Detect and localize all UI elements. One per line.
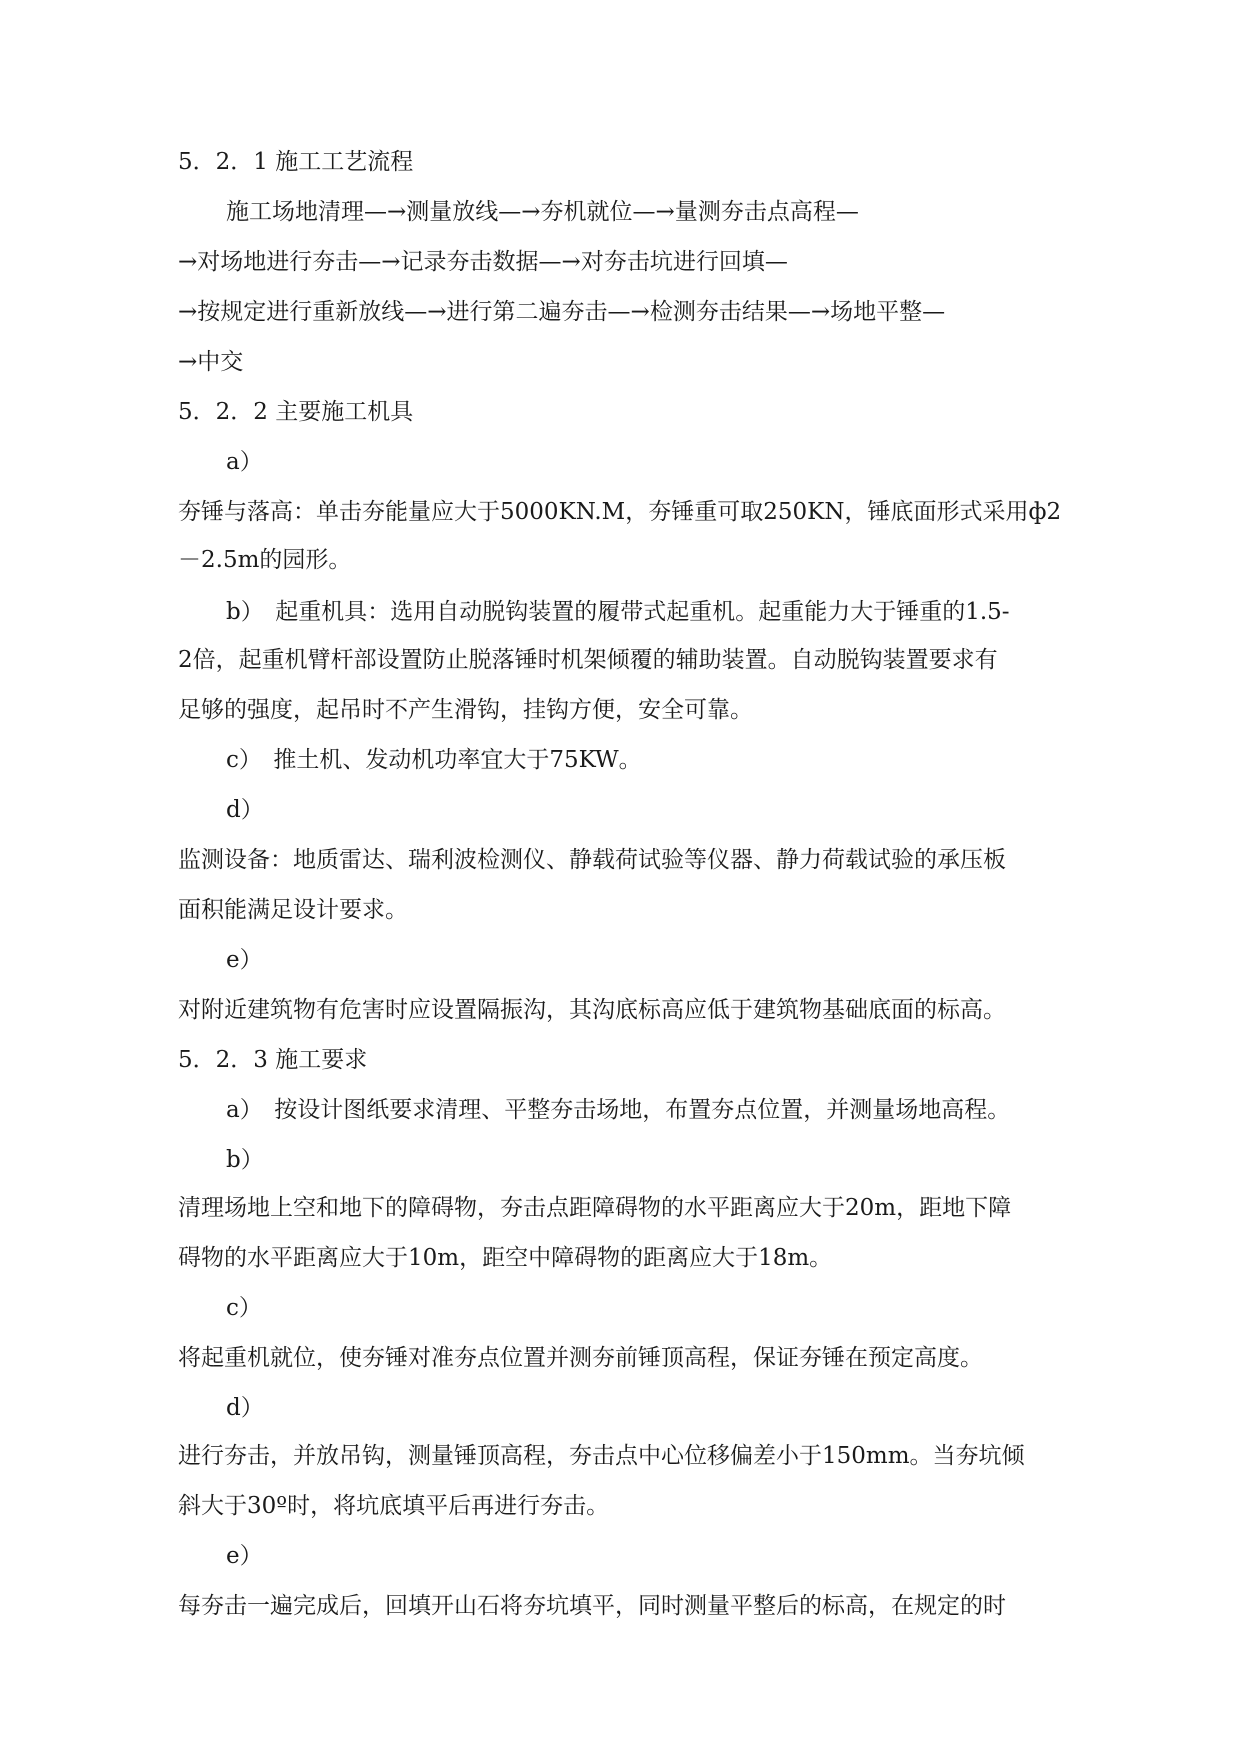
text-line: 5．2．1 施工工艺流程 <box>178 149 414 175</box>
text-line: →中交 <box>178 349 244 375</box>
text-line: 斜大于30º时，将坑底填平后再进行夯击。 <box>178 1493 610 1519</box>
text-line: →按规定进行重新放线—→进行第二遍夯击—→检测夯击结果—→场地平整— <box>178 299 946 325</box>
text-line: c） <box>226 1295 262 1321</box>
text-line: 5．2．3 施工要求 <box>178 1047 368 1073</box>
text-line: a） 按设计图纸要求清理、平整夯击场地，布置夯点位置，并测量场地高程。 <box>226 1097 1011 1123</box>
text-line: c） 推土机、发动机功率宜大于75KW。 <box>226 747 642 773</box>
text-line: 夯锤与落高：单击夯能量应大于5000KN.M，夯锤重可取250KN，锤底面形式采用ф2 <box>178 499 1062 525</box>
text-line: b） <box>226 1147 264 1173</box>
text-line: b） 起重机具：选用自动脱钩装置的履带式起重机。起重能力大于锤重的1.5- <box>226 599 1010 625</box>
text-line: 清理场地上空和地下的障碍物，夯击点距障碍物的水平距离应大于20m，距地下障 <box>178 1195 1012 1221</box>
text-line: 足够的强度，起吊时不产生滑钩，挂钩方便，安全可靠。 <box>178 697 753 723</box>
text-line: 进行夯击，并放吊钩，测量锤顶高程，夯击点中心位移偏差小于150mm。当夯坑倾 <box>178 1443 1025 1469</box>
text-line: a） <box>226 449 263 475</box>
text-line: 2倍，起重机臂杆部设置防止脱落锤时机架倾覆的辅助装置。自动脱钩装置要求有 <box>178 647 998 673</box>
text-line: 5．2．2 主要施工机具 <box>178 399 414 425</box>
text-line: 将起重机就位，使夯锤对准夯点位置并测夯前锤顶高程，保证夯锤在预定高度。 <box>178 1345 983 1371</box>
text-line: →对场地进行夯击—→记录夯击数据—→对夯击坑进行回填— <box>178 249 788 275</box>
text-line: 每夯击一遍完成后，回填开山石将夯坑填平，同时测量平整后的标高，在规定的时 <box>178 1593 1006 1619</box>
text-line: 碍物的水平距离应大于10m，距空中障碍物的距离应大于18m。 <box>178 1245 833 1271</box>
text-line: 施工场地清理—→测量放线—→夯机就位—→量测夯击点高程— <box>226 199 859 225</box>
text-line: d） <box>226 1395 264 1421</box>
text-line: 面积能满足设计要求。 <box>178 897 408 923</box>
text-line: e） <box>226 947 263 973</box>
text-line: 对附近建筑物有危害时应设置隔振沟，其沟底标高应低于建筑物基础底面的标高。 <box>178 997 1006 1023</box>
text-line: －2.5m的园形。 <box>178 547 352 573</box>
text-line: 监测设备：地质雷达、瑞利波检测仪、静载荷试验等仪器、静力荷载试验的承压板 <box>178 847 1006 873</box>
text-line: e） <box>226 1543 263 1569</box>
text-line: d） <box>226 797 264 823</box>
